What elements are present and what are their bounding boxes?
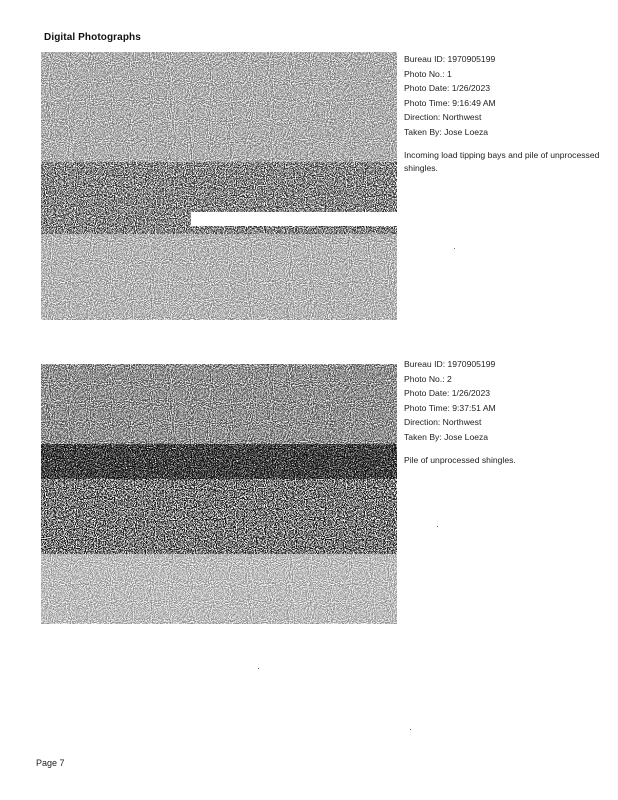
photo-2-date: Photo Date: 1/26/2023: [404, 388, 491, 398]
photo-1-direction: Direction: Northwest: [404, 112, 482, 122]
photo-2-image: [41, 354, 397, 624]
photo-1-image: [41, 52, 397, 320]
page-heading: Digital Photographs: [44, 32, 141, 43]
scan-speck: [258, 668, 259, 669]
scan-speck: [437, 526, 438, 527]
photo-1-bureau-id: Bureau ID: 1970905199: [404, 54, 496, 64]
photo-1-details: [404, 52, 609, 175]
photo-1-taken-by: Taken By: Jose Loeza: [404, 126, 489, 137]
photo-2-details: [404, 357, 609, 467]
page-number: Page 7: [36, 758, 65, 768]
photo-2-taken-by: Taken By: Jose Loeza: [404, 431, 489, 442]
photo-1-time: Photo Time: 9:16:49 AM: [404, 97, 496, 108]
photo-2-number: Photo No.: 2: [404, 373, 452, 384]
photo-2-caption: Pile of unprocessed shingles.: [404, 455, 516, 465]
scan-speck: [454, 248, 455, 249]
scan-speck: [410, 729, 411, 730]
site-photo-2: [41, 354, 397, 624]
site-photo-1: [41, 52, 397, 320]
photo-1-date: Photo Date: 1/26/2023: [404, 83, 491, 93]
photo-1-number: Photo No.: 1: [404, 68, 452, 79]
photo-2-time: Photo Time: 9:37:51 AM: [404, 402, 496, 413]
photo-2-bureau-id: Bureau ID: 1970905199: [404, 359, 496, 369]
photo-1-caption: Incoming load tipping bays and pile of unprocessed shingles.: [404, 150, 600, 173]
photo-2-direction: Direction: Northwest: [404, 417, 482, 427]
